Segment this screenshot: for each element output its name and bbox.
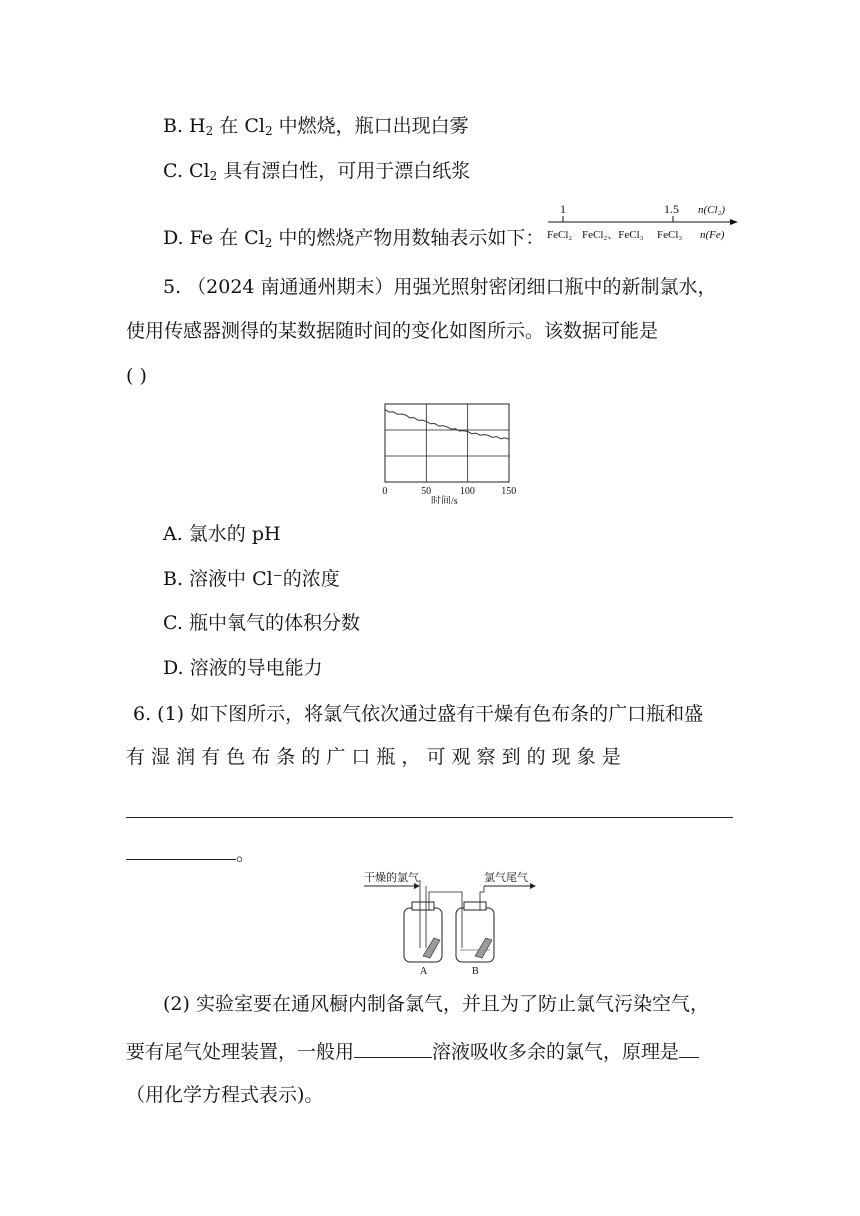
stopper-b	[464, 902, 486, 910]
q5-option-a: A. 氯水的 pH	[163, 523, 281, 545]
plot-frame	[385, 404, 509, 482]
q4-option-c: C. $Cl_2$ 具有漂白性，可用于漂白纸浆	[163, 160, 471, 183]
x-axis-label: 时间/s	[431, 496, 458, 504]
region-fecl2: FeCl₂	[547, 229, 573, 241]
inlet-label: 干燥的氯气	[364, 872, 419, 884]
answer-blank-1[interactable]	[126, 801, 733, 818]
axis-top-label: n(Cl₂)	[698, 204, 726, 216]
q6-part2-line2: 要有尾气处理装置，一般用 溶液吸收多余的氯气，原理是	[126, 1041, 699, 1062]
answer-blank-4[interactable]	[679, 1041, 699, 1058]
wet-cloth-strip	[475, 938, 492, 958]
q5-stem-line1: 5. （2024 南通通州期末）用强光照射密闭细口瓶中的新制氯水，	[163, 276, 717, 298]
region-fecl3: FeCl₃	[657, 229, 683, 241]
q5-option-b: B. 溶液中 Cl⁻的浓度	[163, 568, 340, 590]
q5-chart	[375, 398, 525, 504]
q4-option-b: B. $H_2$ 在 $Cl_2$ 中燃烧，瓶口出现白雾	[163, 115, 469, 138]
x-tick-label: 150	[501, 486, 517, 497]
tick-1-label: 1	[560, 202, 566, 216]
chart-grid	[385, 404, 509, 482]
answer-blank-2[interactable]	[126, 843, 236, 860]
q6-part2-line1: (2) 实验室要在通风橱内制备氯气，并且为了防止氯气污染空气，	[163, 993, 709, 1015]
bottle-b-label: B	[472, 966, 479, 977]
q5-option-d: D. 溶液的导电能力	[163, 657, 323, 679]
wash-bottle-apparatus	[360, 866, 540, 978]
q6-part1-line1: 6. (1) 如下图所示，将氯气依次通过盛有干燥有色布条的广口瓶和盛	[133, 703, 704, 725]
q6-part2-line3: （用化学方程式表示)。	[126, 1084, 324, 1106]
bottle-a-label: A	[420, 966, 428, 977]
bottle-a	[404, 908, 442, 962]
dry-cloth-strip	[423, 938, 440, 958]
tick-1-5-label: 1.5	[664, 202, 679, 216]
q4-option-d: D. Fe 在 $Cl_2$ 中的燃烧产物用数轴表示如下：	[163, 227, 545, 250]
stopper-a	[412, 902, 434, 910]
q5-option-c: C. 瓶中氧气的体积分数	[163, 612, 360, 634]
axis-bottom-label: n(Fe)	[700, 229, 725, 241]
data-series-line	[385, 410, 509, 440]
inlet-tube-a	[420, 886, 426, 948]
x-tick-label: 100	[459, 486, 475, 497]
region-mixed: FeCl₂、FeCl₃	[582, 229, 644, 241]
outlet-label: 氯气尾气	[484, 872, 528, 884]
q6-part1-line2: 有 湿 润 有 色 布 条 的 广 口 瓶 ， 可 观 察 到 的 现 象 是	[126, 746, 621, 768]
answer-blank-3[interactable]	[354, 1041, 432, 1058]
number-line-diagram	[540, 196, 740, 248]
q5-answer-bracket: ( )	[126, 365, 147, 387]
q6-part1-end: 。	[126, 843, 255, 864]
q5-stem-line2: 使用传感器测得的某数据随时间的变化如图所示。该数据可能是	[126, 320, 659, 342]
axis-arrow	[730, 219, 738, 225]
x-tick-label: 0	[382, 486, 388, 497]
x-tick-label: 50	[421, 486, 432, 497]
